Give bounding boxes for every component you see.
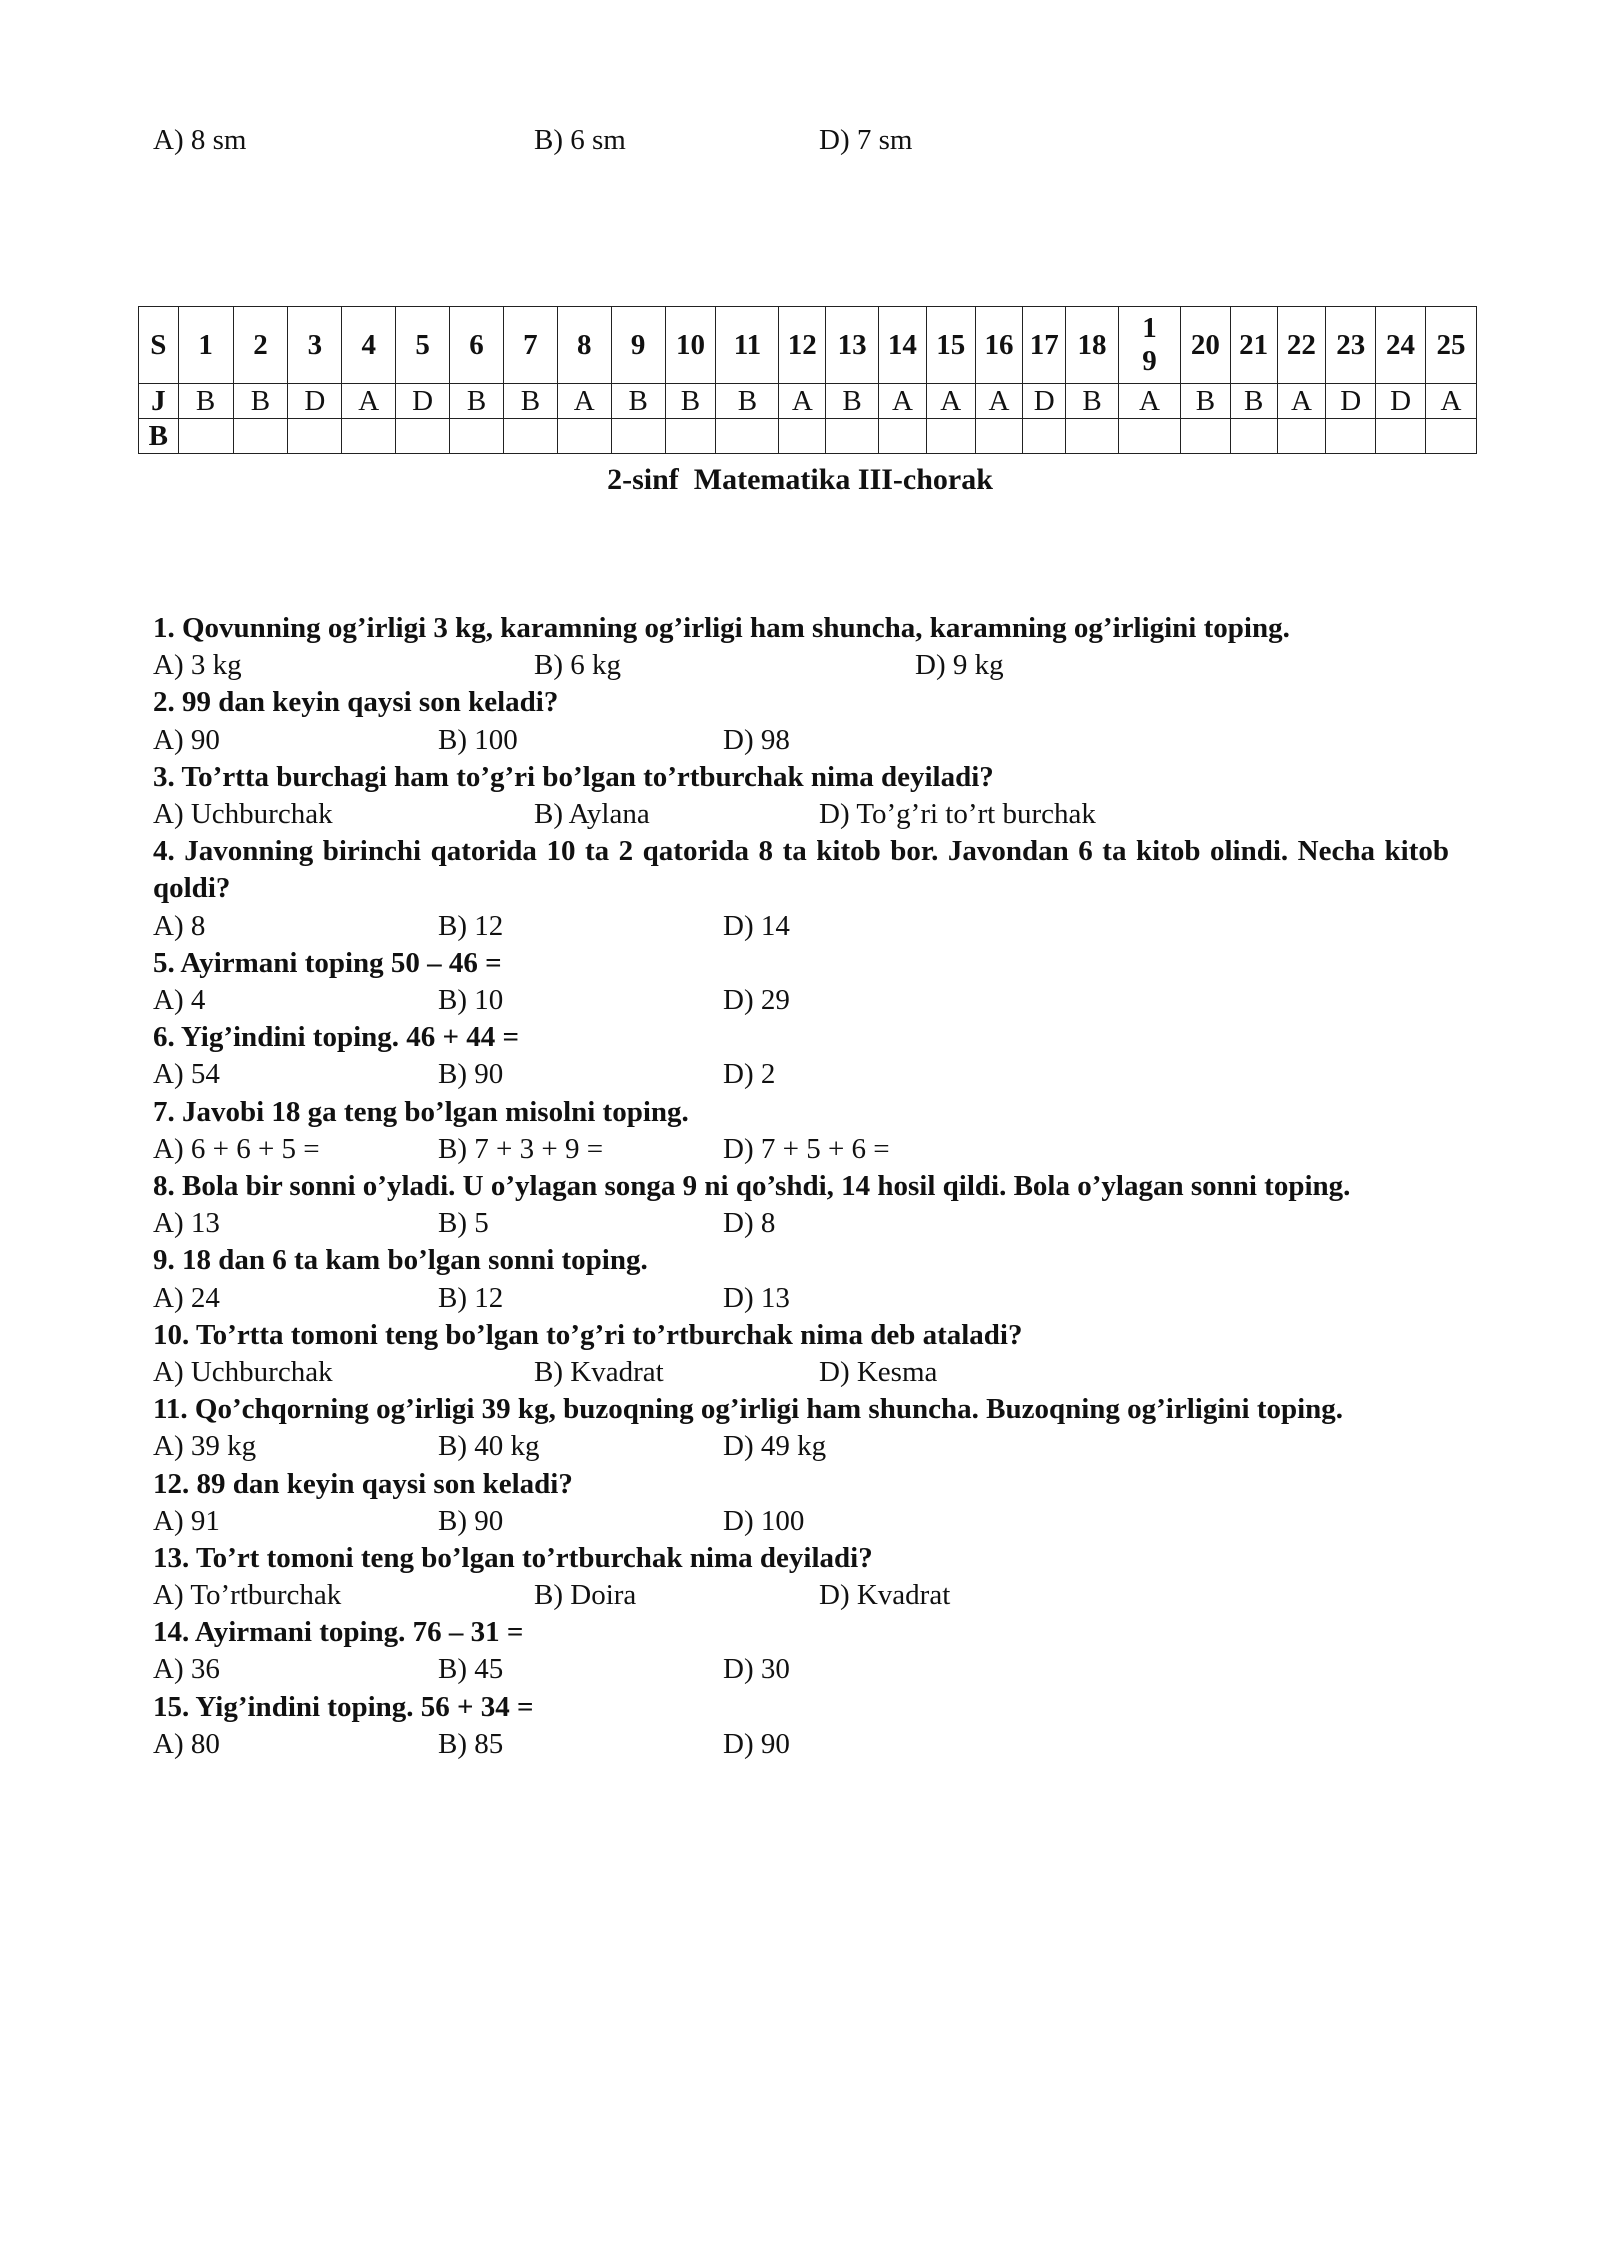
question-text: 11. Qo’chqorning og’irligi 39 kg, buzoqning og’irligi ham shuncha. Buzoqning og’irligini toping. (153, 1393, 1344, 1426)
question-number-cell: 1 9 (1118, 307, 1180, 384)
answer-option: B) 40 kg (438, 1430, 540, 1463)
answer-option: B) 5 (438, 1207, 489, 1240)
answer-option: A) 80 (153, 1727, 220, 1760)
answer-cell: A (779, 384, 826, 419)
question-number-cell: 10 (665, 307, 716, 384)
question-number-cell: 13 (826, 307, 879, 384)
answer-option: D) 98 (723, 723, 790, 756)
question-text: 13. To’rt tomoni teng bo’lgan to’rtburchak nima deyiladi? (153, 1541, 873, 1574)
question-text: 6. Yig’indini toping. 46 + 44 = (153, 1021, 520, 1054)
answer-option: A) 8 (153, 909, 206, 942)
answer-option: A) 54 (153, 1058, 220, 1091)
answer-option: A) 6 + 6 + 5 = (153, 1132, 320, 1165)
score-cell (926, 419, 975, 454)
score-cell (975, 419, 1023, 454)
numbers-row (139, 307, 1477, 384)
answer-option: B) 45 (438, 1653, 504, 1686)
score-cell (450, 419, 504, 454)
answer-option: D) 49 kg (723, 1430, 827, 1463)
answer-cell: A (926, 384, 975, 419)
answer-cell: B (665, 384, 716, 419)
answer-option: B) 90 (438, 1504, 504, 1537)
question-number-cell: 25 (1425, 307, 1476, 384)
answer-option: B) 85 (438, 1727, 504, 1760)
answer-cell: B (826, 384, 879, 419)
answer-option: D) 30 (723, 1653, 790, 1686)
score-cell (826, 419, 879, 454)
answer-cell: A (557, 384, 611, 419)
question-text: 15. Yig’indini toping. 56 + 34 = (153, 1690, 534, 1723)
answer-option: A) To’rtburchak (153, 1579, 342, 1612)
answer-option: A) 3 kg (153, 649, 242, 682)
answer-options (153, 1056, 1449, 1093)
question-text: 7. Javobi 18 ga teng bo’lgan misolni toping. (153, 1095, 689, 1128)
question-number-cell: 5 (396, 307, 450, 384)
score-cell (342, 419, 396, 454)
answer-options (153, 1428, 1449, 1465)
question-list (153, 610, 1449, 1763)
answer-option: A) Uchburchak (153, 797, 333, 830)
score-cell (611, 419, 665, 454)
answer-option: D) 13 (723, 1281, 790, 1314)
answer-option: B) 100 (438, 723, 518, 756)
answer-cell: A (879, 384, 927, 419)
answer-cell: B (178, 384, 233, 419)
answer-cell: A (1425, 384, 1476, 419)
question-number-cell: 18 (1066, 307, 1119, 384)
score-cell (779, 419, 826, 454)
score-cell (1425, 419, 1476, 454)
question-text: 3. To’rtta burchagi ham to’g’ri bo’lgan to’rtburchak nima deyiladi? (153, 760, 994, 793)
score-cell (1230, 419, 1277, 454)
answer-options (153, 908, 1449, 945)
question-text: 12. 89 dan keyin qaysi son keladi? (153, 1467, 573, 1500)
question-number-cell: 12 (779, 307, 826, 384)
score-row (139, 419, 1477, 454)
score-cell (1180, 419, 1230, 454)
answer-cell: A (1118, 384, 1180, 419)
question-number-cell: 23 (1326, 307, 1376, 384)
score-cell (288, 419, 342, 454)
answer-option: A) 90 (153, 723, 220, 756)
question-number-cell: 14 (879, 307, 927, 384)
question-number-cell: 9 (611, 307, 665, 384)
answer-option: D) Kesma (819, 1355, 938, 1388)
answer-option: A) 91 (153, 1504, 220, 1537)
answer-cell: B (1180, 384, 1230, 419)
answer-options (153, 1280, 1449, 1317)
score-cell (879, 419, 927, 454)
question-text: 8. Bola bir sonni o’yladi. U o’ylagan songa 9 ni qo’shdi, 14 hosil qildi. Bola o’ylagan sonni toping. (153, 1169, 1351, 1202)
answer-cell: D (1326, 384, 1376, 419)
answer-option: D) 7 + 5 + 6 = (723, 1132, 890, 1165)
question-text: 1. Qovunning og’irligi 3 kg, karamning og’irligi ham shuncha, karamning og’irligini toping. (153, 612, 1290, 644)
question-text: 2. 99 dan keyin qaysi son keladi? (153, 686, 559, 719)
score-cell (1066, 419, 1119, 454)
question-number-cell: 21 (1230, 307, 1277, 384)
score-cell (716, 419, 779, 454)
row-label-s: S (139, 307, 179, 384)
answer-option: D) Kvadrat (819, 1579, 951, 1612)
answer-options (153, 722, 1449, 759)
answer-cell: D (288, 384, 342, 419)
answer-option: A) 36 (153, 1653, 220, 1686)
score-cell (1023, 419, 1066, 454)
row-label-j: J (139, 384, 179, 419)
question-text: 4. Javonning birinchi qatorida 10 ta 2 qatorida 8 ta kitob bor. Javondan 6 ta kitob olindi. Necha kitob qoldi? (153, 835, 1449, 905)
score-cell (178, 419, 233, 454)
answer-option: D) 9 kg (915, 649, 1004, 682)
answer-options (153, 1205, 1449, 1242)
question-number-cell: 11 (716, 307, 779, 384)
question-number-cell: 1 (178, 307, 233, 384)
question-text: 10. To’rtta tomoni teng bo’lgan to’g’ri to’rtburchak nima deb ataladi? (153, 1318, 1023, 1351)
answer-option: A) 39 kg (153, 1430, 257, 1463)
answer-options (153, 796, 1449, 833)
answer-cell: B (611, 384, 665, 419)
score-cell (557, 419, 611, 454)
answer-option: A) 4 (153, 983, 206, 1016)
answer-option: A) 13 (153, 1207, 220, 1240)
option-a: A) 8 sm (153, 124, 247, 156)
answer-option: B) 7 + 3 + 9 = (438, 1132, 604, 1165)
answer-option: D) 8 (723, 1207, 776, 1240)
option-b: B) 6 sm (534, 124, 626, 156)
question-number-cell: 7 (503, 307, 557, 384)
answer-cell: B (450, 384, 504, 419)
answer-options (153, 647, 1449, 684)
answer-options (153, 982, 1449, 1019)
answer-option: B) 6 kg (534, 649, 621, 682)
score-cell (503, 419, 557, 454)
score-cell (233, 419, 288, 454)
answer-options (153, 1503, 1449, 1540)
question-text: 14. Ayirmani toping. 76 – 31 = (153, 1616, 524, 1649)
question-number-cell: 8 (557, 307, 611, 384)
answer-option: B) Doira (534, 1579, 637, 1612)
answer-option: B) Aylana (534, 797, 650, 830)
answer-option: D) To’g’ri to’rt burchak (819, 797, 1096, 830)
answer-option: D) 100 (723, 1504, 805, 1537)
answer-option: A) 24 (153, 1281, 220, 1314)
answer-option: D) 90 (723, 1727, 790, 1760)
score-cell (665, 419, 716, 454)
answer-option: B) Kvadrat (534, 1355, 664, 1388)
question-number-cell: 22 (1277, 307, 1326, 384)
score-cell (1118, 419, 1180, 454)
question-number-cell: 20 (1180, 307, 1230, 384)
answer-key-table (138, 306, 1477, 454)
answer-cell: B (716, 384, 779, 419)
answer-cell: A (1277, 384, 1326, 419)
answer-cell: D (1023, 384, 1066, 419)
question-number-cell: 15 (926, 307, 975, 384)
answer-options (153, 1577, 1449, 1614)
question-number-cell: 4 (342, 307, 396, 384)
answer-option: B) 90 (438, 1058, 504, 1091)
answer-option: A) Uchburchak (153, 1355, 333, 1388)
score-cell (1277, 419, 1326, 454)
answer-option: D) 14 (723, 909, 790, 942)
answer-options (153, 1651, 1449, 1688)
answer-cell: D (396, 384, 450, 419)
answer-options (153, 1354, 1449, 1391)
answer-cell: B (233, 384, 288, 419)
question-number-cell: 3 (288, 307, 342, 384)
score-cell (1326, 419, 1376, 454)
answer-options (153, 1131, 1449, 1168)
answer-option: D) 2 (723, 1058, 776, 1091)
answer-cell: B (1066, 384, 1119, 419)
answer-cell: B (1230, 384, 1277, 419)
question-text: 5. Ayirmani toping 50 – 46 = (153, 946, 502, 979)
question-number-cell: 24 (1376, 307, 1426, 384)
question-number-cell: 2 (233, 307, 288, 384)
question-text: 9. 18 dan 6 ta kam bo’lgan sonni toping. (153, 1244, 648, 1277)
row-label-b: B (139, 419, 179, 454)
answer-option: B) 12 (438, 1281, 504, 1314)
option-d: D) 7 sm (819, 124, 913, 156)
answer-option: B) 12 (438, 909, 504, 942)
answer-cell: B (503, 384, 557, 419)
answer-options (153, 1726, 1449, 1763)
question-number-cell: 6 (450, 307, 504, 384)
question-number-cell: 16 (975, 307, 1023, 384)
answers-row (139, 384, 1477, 419)
score-cell (396, 419, 450, 454)
answer-cell: D (1376, 384, 1426, 419)
answer-option: D) 29 (723, 983, 790, 1016)
page-title: 2-sinf Matematika III-chorak (607, 463, 993, 496)
score-cell (1376, 419, 1426, 454)
question-number-cell: 17 (1023, 307, 1066, 384)
answer-cell: A (975, 384, 1023, 419)
answer-option: B) 10 (438, 983, 504, 1016)
answer-cell: A (342, 384, 396, 419)
